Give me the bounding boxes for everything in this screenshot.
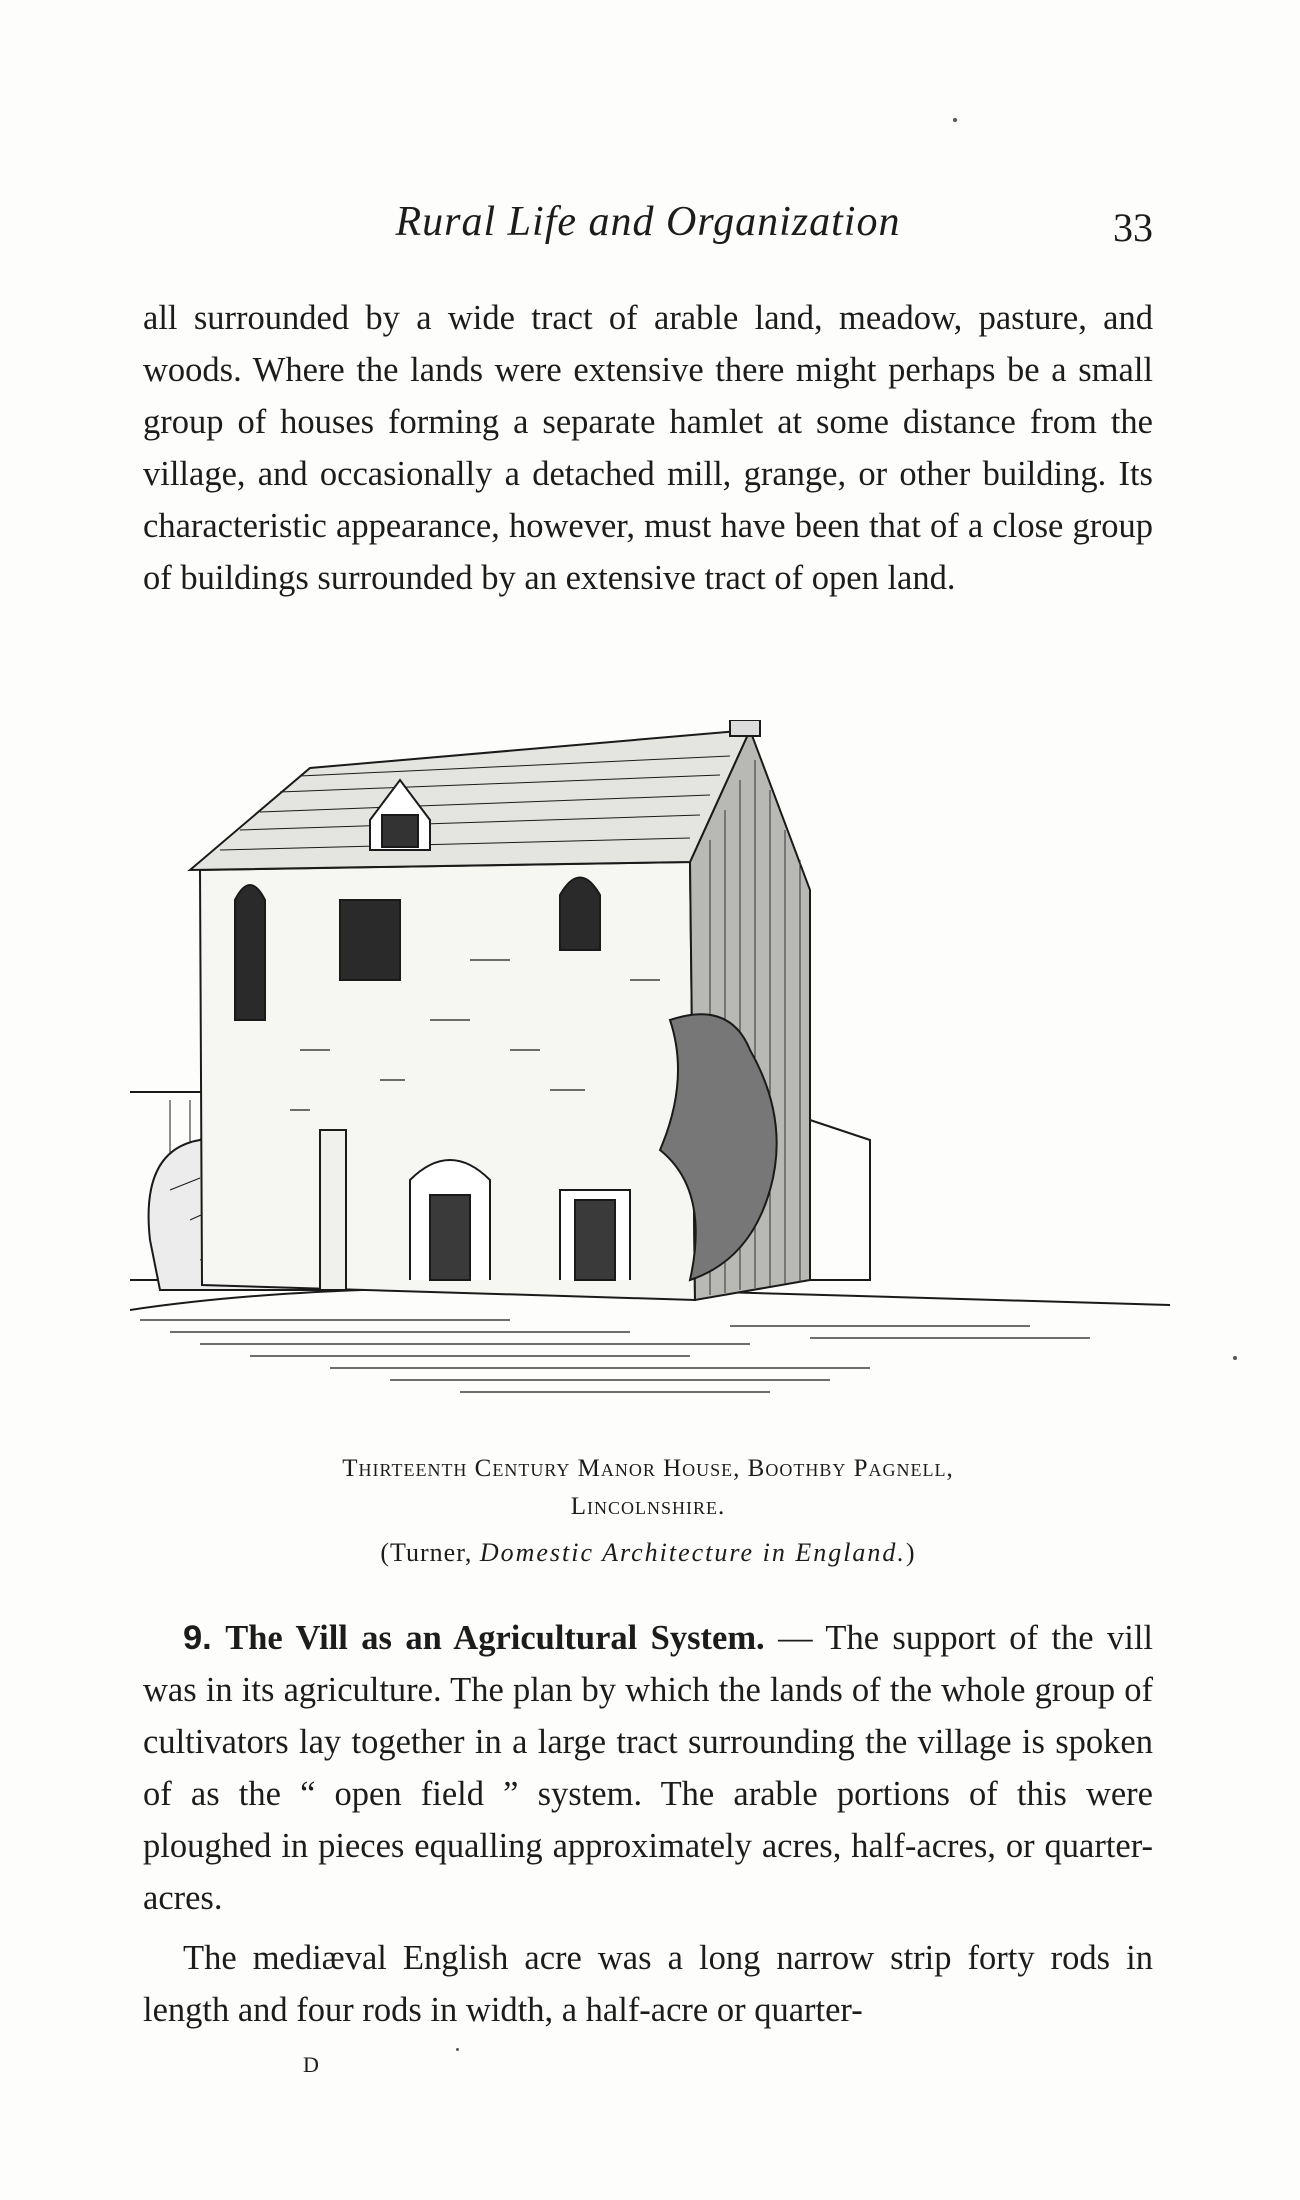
print-speck (953, 118, 957, 122)
paragraph-section-9 (143, 1612, 1153, 1924)
arched-window-left (235, 885, 265, 1020)
manor-house-engraving (130, 720, 1170, 1440)
credit-close: ) (905, 1538, 916, 1567)
section-title: The Vill as an Agricultural System. (225, 1619, 765, 1657)
credit-work-title: Domestic Architecture in England. (479, 1538, 906, 1567)
paragraph-village-description: all surrounded by a wide tract of arable land, meadow, pasture, and woods. Where the lands were extensive there might perhaps be a small group of houses forming a separate hamlet at some distance from the village, and occasionally a detached mill, grange, or other building. Its characteristic appearance, however, must have been that of a close group of buildings surrounded by an extensive tract of open land. (143, 299, 1153, 597)
section-body: — The support of the vill was in its agriculture. The plan by which the lands of the whole group of cultivators lay together in a large tract surrounding the village is spoken of as the “ open field ” system. The arable portions of this were ploughed in pieces equalling approximately acres, half-acres, or quarter-acres. (143, 1619, 1153, 1917)
signature-mark: D (303, 2052, 319, 2077)
caption-line-2: Lincolnshire. (570, 1493, 726, 1520)
ground-hatching (140, 1320, 1090, 1392)
buttress (320, 1130, 346, 1290)
print-speck (1233, 1356, 1237, 1360)
arched-window-right (560, 878, 600, 951)
page-number: 33 (1113, 205, 1153, 250)
caption-line-1: Thirteenth Century Manor House, Boothby Pagnell, (342, 1455, 954, 1482)
figure-credit (143, 1538, 1153, 1568)
chimney (730, 720, 760, 736)
figure-caption (143, 1450, 1153, 1526)
paragraph-acre: The mediæval English acre was a long narrow strip forty rods in length and four rods in width, a half-acre or quarter- (143, 1939, 1153, 2029)
section-number: 9. (183, 1619, 212, 1657)
running-head (143, 198, 1153, 258)
gothic-window (340, 900, 400, 980)
running-title: Rural Life and Organization (395, 199, 901, 245)
credit-open: (Turner, (380, 1538, 480, 1567)
print-speck (456, 2048, 459, 2051)
